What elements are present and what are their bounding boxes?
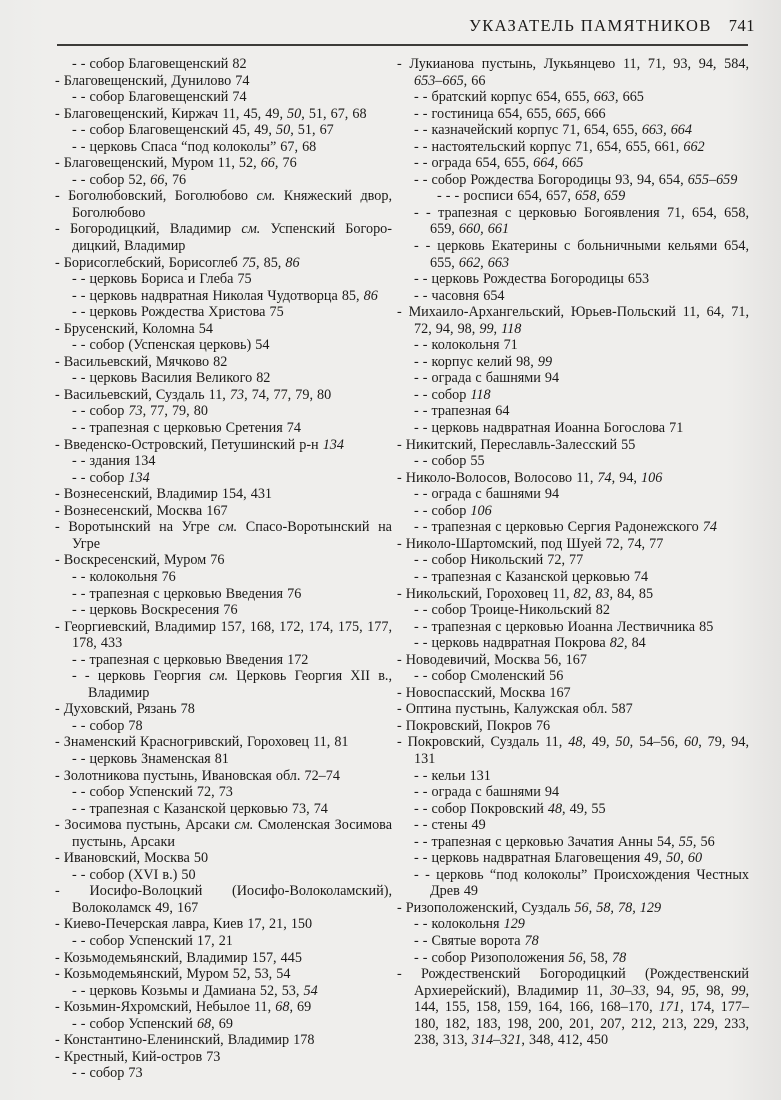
index-entry: - - церковь надвратная Николая Чудотворца 85, 86 <box>72 287 378 304</box>
index-entry: - - церковь “под колоколы” Происхождения Честных Древ 49 <box>414 866 749 900</box>
index-entry: - - собор Благовещенский 82 <box>72 56 247 72</box>
index-entry: - - колокольня 71 <box>414 337 518 354</box>
index-entry: - - ограда с башнями 94 <box>414 784 560 801</box>
index-entry: - Киево-Печерская лавра, Киев 17, 21, 150 <box>55 916 313 933</box>
index-entry: - - церковь Рождества Христова 75 <box>72 304 284 321</box>
index-entry: - Брусенский, Коломна 54 <box>55 320 213 337</box>
index-entry: - - собор Рождества Богородицы 93, 94, 654, 655–659 <box>414 171 738 188</box>
index-entry: - Ивановский, Москва 50 <box>55 850 209 867</box>
index-entry: - - трапезная с церковью Иоанна Лествичника 85 <box>414 618 714 635</box>
index-column-right <box>397 56 749 1049</box>
index-entry: - - настоятельский корпус 71, 654, 655, 661, 662 <box>414 138 705 155</box>
index-entry: - - собор Благовещенский 45, 49, 50, 51, 67 <box>72 122 334 139</box>
header-rule <box>57 44 748 46</box>
index-entry: - - собор Смоленский 56 <box>414 668 564 685</box>
index-entry: - Михаило-Архангельский, Юрьев-Польский 11, 64, 71, 72, 94, 98, 99, 118 <box>397 304 749 337</box>
index-entry: - Богородицкий, Владимир см. Успенский Богородицкий, Владимир <box>55 221 392 255</box>
index-entry: - - трапезная с Казанской церковью 73, 74 <box>72 800 328 817</box>
index-entry: - - собор Благовещенский 74 <box>72 89 247 106</box>
index-entry: - - трапезная с церковью Сретения 74 <box>72 420 301 437</box>
index-entry: - Воскресенский, Муром 76 <box>55 552 225 569</box>
index-entry: - - церковь Воскресения 76 <box>72 602 238 619</box>
index-entry: - Боголюбовский, Боголюбово см. Княжеский двор, Боголюбово <box>55 188 392 221</box>
index-entry: - - церковь надвратная Покрова 82, 84 <box>414 635 646 652</box>
index-entry: - Козьмодемьянский, Муром 52, 53, 54 <box>55 966 291 983</box>
index-entry: - Иосифо-Волоцкий (Иосифо-Волоколамский), Волоколамск 49, 167 <box>55 883 392 916</box>
index-entry: - - собор 52, 66, 76 <box>72 171 187 188</box>
index-entry: - - здания 134 <box>72 453 156 470</box>
index-entry: - - часовня 654 <box>414 287 505 304</box>
page-number: 741 <box>728 16 755 35</box>
index-entry: - - собор Покровский 48, 49, 55 <box>414 800 606 817</box>
index-entry: - - трапезная с церковью Зачатия Анны 54, 55, 56 <box>414 833 715 850</box>
index-entry: - - церковь Рождества Богородицы 653 <box>414 271 650 288</box>
index-entry: - - собор 106 <box>414 502 492 519</box>
index-entry: - - собор Ризоположения 56, 58, 78 <box>414 949 627 966</box>
index-entry: - - церковь Василия Великого 82 <box>72 370 271 387</box>
index-entry: - - церковь Козьмы и Дамиана 52, 53, 54 <box>72 982 318 999</box>
index-entry: - Козьмин-Яхромский, Небылое 11, 68, 69 <box>55 999 312 1016</box>
index-entry: - Духовский, Рязань 78 <box>55 701 195 718</box>
index-entry: - - собор (Успенская церковь) 54 <box>72 337 270 354</box>
index-entry: - Георгиевский, Владимир 157, 168, 172, 174, 175, 177, 178, 433 <box>55 618 392 652</box>
index-entry: - Новоспасский, Москва 167 <box>397 684 571 701</box>
index-entry: - - колокольня 129 <box>414 916 525 933</box>
index-entry: - - трапезная с Казанской церковью 74 <box>414 568 649 585</box>
index-entry: - Лукианова пустынь, Лукьянцево 11, 71, 93, 94, 584, 653–665, 66 <box>397 56 749 89</box>
index-entry: - Знаменский Красногривский, Гороховец 11, 81 <box>55 734 349 751</box>
index-entry: - Крестный, Кий-остров 73 <box>55 1048 221 1065</box>
index-entry: - - гостиница 654, 655, 665, 666 <box>414 105 606 122</box>
index-entry: - Введенско-Островский, Петушинский р-н 134 <box>55 436 344 453</box>
index-entry: - Ризоположенский, Суздаль 56, 58, 78, 129 <box>397 899 662 916</box>
index-entry: - Николо-Шартомский, под Шуей 72, 74, 77 <box>397 535 664 552</box>
index-entry: - - ограда с башнями 94 <box>414 370 560 387</box>
index-entry: - - собор 134 <box>72 469 150 486</box>
index-entry: - - церковь Георгия см. Церковь Георгия XII в., Владимир <box>72 668 392 701</box>
index-entry: - - собор 73, 77, 79, 80 <box>72 403 208 420</box>
index-entry: - - церковь надвратная Благовещения 49, 50, 60 <box>414 850 703 867</box>
index-entry: - Вознесенский, Москва 167 <box>55 502 228 519</box>
index-entry: - Благовещенский, Муром 11, 52, 66, 76 <box>55 155 297 172</box>
index-entry: - - церковь Спаса “под колоколы” 67, 68 <box>72 138 317 155</box>
index-entry: - - собор Троице-Никольский 82 <box>414 602 610 619</box>
index-entry: - Николо-Волосов, Волосово 11, 74, 94, 106 <box>397 469 663 486</box>
index-entry: - Новодевичий, Москва 56, 167 <box>397 651 587 668</box>
index-entry: - - собор 73 <box>72 1065 143 1082</box>
index-entry: - - - росписи 654, 657, 658, 659 <box>437 188 626 205</box>
page-title: УКАЗАТЕЛЬ ПАМЯТНИКОВ <box>469 16 712 35</box>
index-entry: - - колокольня 76 <box>72 568 176 585</box>
index-entry: - - трапезная с церковью Введения 76 <box>72 585 302 602</box>
index-entry: - - собор 55 <box>414 453 485 470</box>
index-columns <box>0 56 781 1100</box>
index-entry: - - Святые ворота 78 <box>414 932 539 949</box>
index-entry: - Покровский, Суздаль 11, 48, 49, 50, 54–56, 60, 79, 94, 131 <box>397 734 750 767</box>
index-entry: - Вознесенский, Владимир 154, 431 <box>55 486 273 503</box>
index-entry: - Золотникова пустынь, Ивановская обл. 72–74 <box>55 767 340 784</box>
index-entry: - - трапезная с церковью Введения 172 <box>72 651 309 668</box>
index-entry: - Воротынский на Угре см. Спасо-Воротынский на Угре <box>55 519 392 552</box>
index-entry: - Никитский, Переславль-Залесский 55 <box>397 436 636 453</box>
index-entry: - - ограда 654, 655, 664, 665 <box>414 155 584 172</box>
index-entry: - - церковь Бориса и Глеба 75 <box>72 271 252 288</box>
running-head <box>469 16 755 36</box>
index-entry: - - ограда с башнями 94 <box>414 486 560 503</box>
index-entry: - - собор Никольский 72, 77 <box>414 552 584 569</box>
index-entry: - - собор Успенский 68, 69 <box>72 1015 233 1032</box>
index-entry: - - церковь Екатерины с больничными кельями 654, 655, 662, 663 <box>414 238 749 271</box>
index-entry: - - трапезная с церковью Сергия Радонежского 74 <box>414 519 717 536</box>
index-entry: - - кельи 131 <box>414 767 491 784</box>
index-entry: - Никольский, Гороховец 11, 82, 83, 84, 85 <box>397 585 654 602</box>
index-entry: - Козьмодемьянский, Владимир 157, 445 <box>55 949 302 966</box>
index-entry: - Зосимова пустынь, Арсаки см. Смоленская Зосимова пустынь, Арсаки <box>55 817 392 850</box>
index-entry: - Васильевский, Мячково 82 <box>55 353 228 370</box>
index-column-left <box>55 56 392 1082</box>
index-entry: - - трапезная с церковью Богоявления 71, 654, 658, 659, 660, 661 <box>414 204 749 238</box>
index-entry: - - трапезная 64 <box>414 403 510 420</box>
index-entry: - Борисоглебский, Борисоглеб 75, 85, 86 <box>55 254 300 271</box>
index-entry: - - собор Успенский 72, 73 <box>72 784 233 801</box>
index-entry: - - казначейский корпус 71, 654, 655, 663, 664 <box>414 122 692 139</box>
index-entry: - Оптина пустынь, Калужская обл. 587 <box>397 701 633 718</box>
index-entry: - - собор (XVI в.) 50 <box>72 866 196 883</box>
index-entry: - - стены 49 <box>414 817 486 834</box>
index-entry: - - собор 118 <box>414 386 491 403</box>
index-entry: - - церковь надвратная Иоанна Богослова 71 <box>414 420 684 437</box>
index-entry: - Васильевский, Суздаль 11, 73, 74, 77, 79, 80 <box>55 386 332 403</box>
index-entry: - - братский корпус 654, 655, 663, 665 <box>414 89 644 106</box>
index-entry: - Рождественский Богородицкий (Рождественский Архиерейский), Владимир 11, 30–33, 94, 95, 98, 99, 144, 155, 158, 159, 164, 166, 168–170, 171, 174, 177–180, 182, 183, 198, 200, 201, 207, 212, 213, 229, 233, 238, 313, 314–321, 348, 412, 450 <box>397 966 750 1049</box>
index-entry: - Благовещенский, Дунилово 74 <box>55 72 250 89</box>
index-entry: - - собор Успенский 17, 21 <box>72 932 233 949</box>
index-entry: - Покровский, Покров 76 <box>397 717 551 734</box>
index-entry: - - церковь Знаменская 81 <box>72 750 229 767</box>
index-entry: - - корпус келий 98, 99 <box>414 353 553 370</box>
index-entry: - - собор 78 <box>72 717 143 734</box>
index-entry: - Благовещенский, Киржач 11, 45, 49, 50, 51, 67, 68 <box>55 105 367 122</box>
index-entry: - Константино-Еленинский, Владимир 178 <box>55 1032 315 1049</box>
